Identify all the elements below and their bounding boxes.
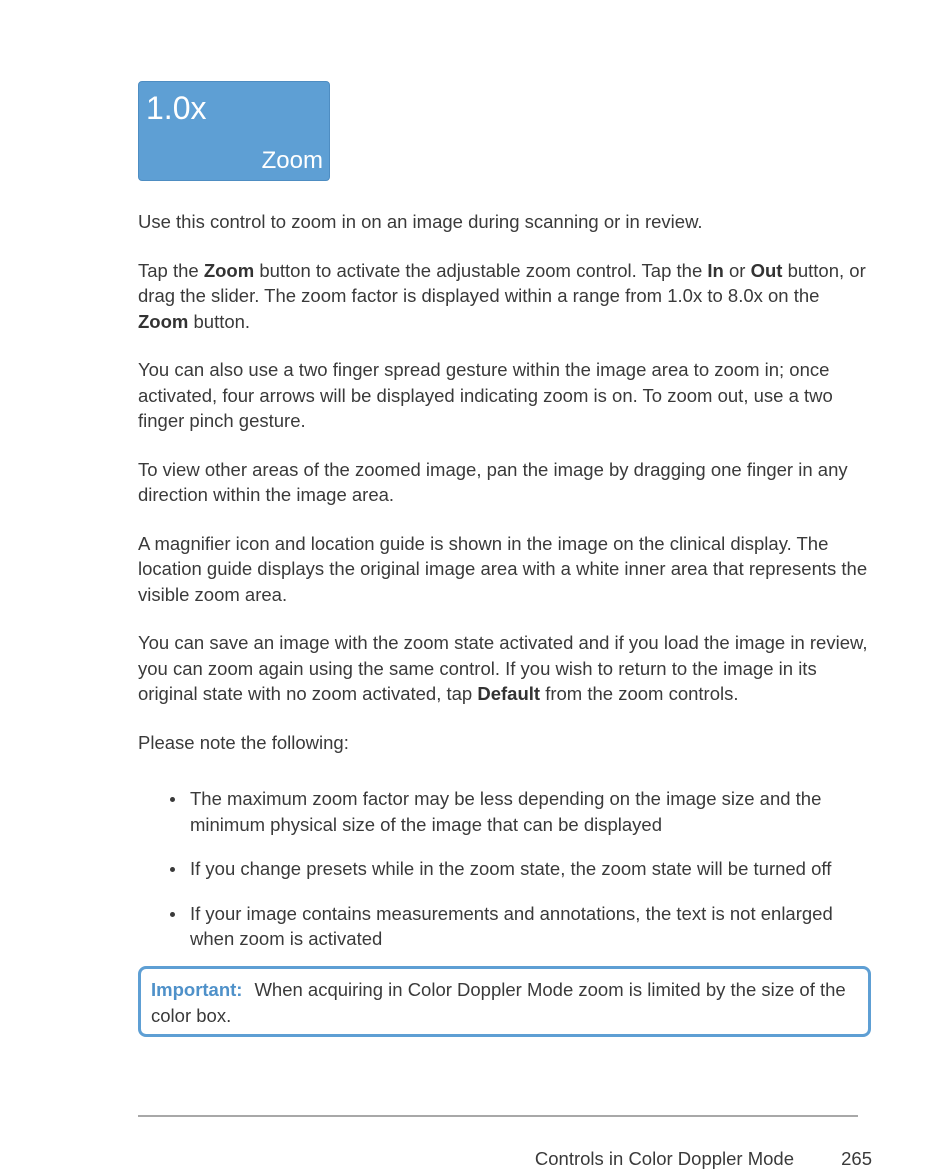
text-run: button to activate the adjustable zoom control. Tap the	[254, 259, 708, 281]
notes-list	[138, 786, 873, 952]
paragraph-gesture: You can also use a two finger spread gesture within the image area to zoom in; once activated, four arrows will be displayed indicating zoom is on. To zoom out, use a two finger pinch gesture.	[138, 359, 833, 431]
paragraph-tap-zoom	[138, 258, 873, 335]
zoom-button-label: Zoom	[261, 147, 323, 174]
text-run: from the zoom controls.	[540, 683, 739, 704]
page-number: 265	[841, 1148, 872, 1169]
bold-in: In	[707, 259, 724, 281]
text-run: You can save an image with the zoom state activated and if you load the image in review, you can zoom again using the same control. If you wish to return to the image in its original state with no zoom activated, tap	[138, 632, 868, 704]
bold-default: Default	[477, 683, 541, 704]
zoom-factor-value: 1.0x	[146, 90, 207, 126]
important-label: Important:	[151, 979, 243, 1000]
paragraph-note: Please note the following:	[138, 731, 349, 753]
footer-divider	[138, 1115, 858, 1117]
text-run: Tap the	[138, 259, 204, 281]
important-text: When acquiring in Color Doppler Mode zoom is limited by the size of the color box.	[151, 979, 846, 1026]
text-run: button.	[188, 310, 251, 332]
text-run: button, or drag the slider. The zoom factor is displayed within a range from 1.0x to 8.0x on the	[138, 259, 866, 306]
paragraph-intro: Use this control to zoom in on an image during scanning or in review.	[138, 211, 703, 232]
paragraph-save	[138, 630, 873, 707]
list-item	[138, 856, 873, 882]
bold-zoom: Zoom	[203, 259, 255, 281]
bullet-icon	[170, 797, 175, 802]
important-callout	[138, 966, 871, 1037]
text-run: or	[723, 259, 751, 281]
list-item-text: If you change presets while in the zoom state, the zoom state will be turned off	[190, 858, 832, 879]
bullet-icon	[170, 912, 175, 917]
list-item-text: The maximum zoom factor may be less depending on the image size and the minimum physical size of the image that can be displayed	[190, 788, 822, 835]
paragraph-pan: To view other areas of the zoomed image, pan the image by dragging one finger in any direction within the image area.	[138, 458, 848, 505]
zoom-button[interactable]	[138, 81, 330, 181]
list-item	[138, 786, 873, 837]
bold-zoom: Zoom	[138, 310, 189, 332]
bullet-icon	[170, 867, 175, 872]
bold-out: Out	[750, 259, 783, 281]
footer-section-title: Controls in Color Doppler Mode	[534, 1148, 794, 1169]
list-item-text: If your image contains measurements and annotations, the text is not enlarged when zoom is activated	[190, 902, 833, 949]
list-item	[138, 901, 873, 952]
body-text	[138, 209, 873, 971]
paragraph-magnifier: A magnifier icon and location guide is shown in the image on the clinical display. The location guide displays the original image area with a white inner area that represents the visible zoom area.	[138, 532, 868, 605]
